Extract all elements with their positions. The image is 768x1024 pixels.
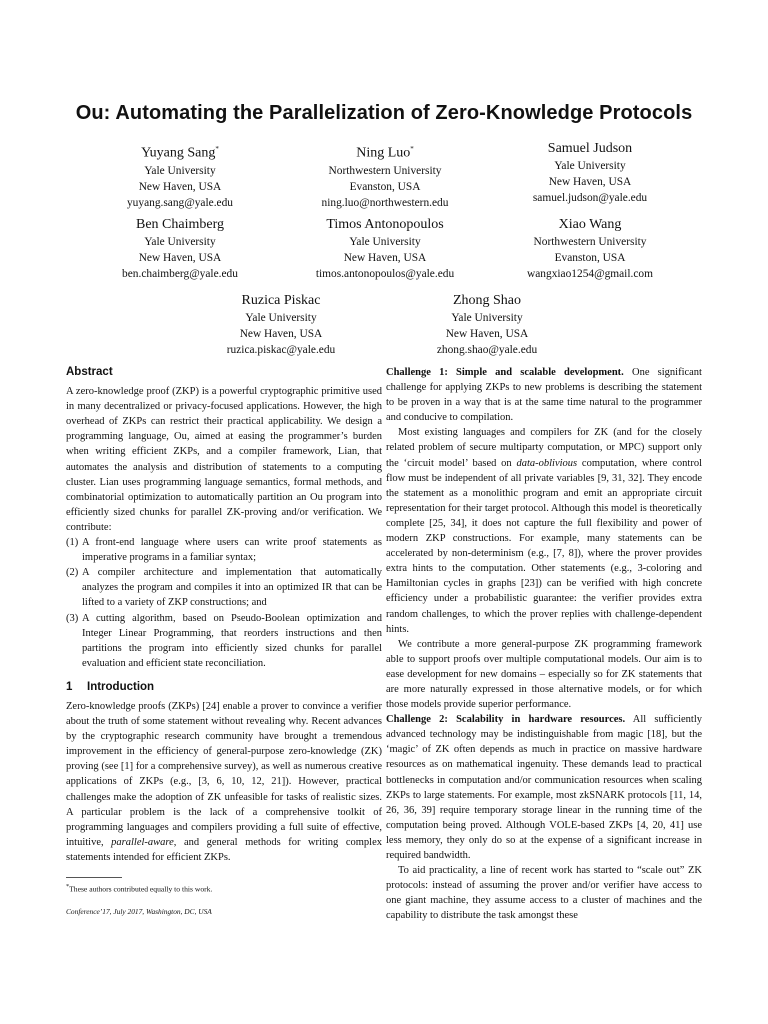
author-email: zhong.shao@yale.edu bbox=[436, 344, 538, 356]
author-email: samuel.judson@yale.edu bbox=[532, 192, 648, 204]
item-marker: (3) bbox=[66, 612, 79, 624]
equal-contribution-mark: * bbox=[215, 145, 219, 153]
abstract-heading: Abstract bbox=[66, 366, 113, 378]
paper-title: Ou: Automating the Parallelization of Zero-Knowledge Protocols bbox=[75, 102, 693, 124]
author-location: New Haven, USA bbox=[343, 252, 427, 264]
text-run: All sufficiently advanced technology may be indistinguishable from magic [18], but the ‘magic’ of ZK often depends as much in practice on massive hardware resources as on mathematical ingenuity. These demands lead to practical bottlenecks in computation and/or communication resources when scaling ZKPs to large statements. For example, most zkSNARK protocols [11, 14, 26, 36, 39] require temporary storage linear in the running time of the computation being proved. Although VOLE-based ZKPs [4, 20, 41] use less memory, they only do so at the expense of a significant increase in required bandwidth. bbox=[386, 714, 703, 861]
challenge1-paragraph bbox=[386, 365, 702, 425]
author-block bbox=[60, 140, 300, 211]
challenge2-paragraph-2: To aid practicality, a line of recent work has started to “scale out” ZK protocols: instead of assuming the prover and/or verifier have access to one giant machine, they assume access to a cluster of machines and the capability to distribute the task amongst these bbox=[386, 865, 702, 922]
author-email: ruzica.piskac@yale.edu bbox=[226, 344, 336, 356]
contribution-item bbox=[66, 611, 382, 671]
author-email: ben.chaimberg@yale.edu bbox=[122, 268, 238, 280]
text-run: , and general methods for writing complex statements intended for efficient ZKPs. bbox=[66, 836, 382, 863]
author-location: Evanston, USA bbox=[554, 252, 626, 264]
author-affiliation: Yale University bbox=[554, 160, 626, 172]
author-location: New Haven, USA bbox=[548, 176, 632, 188]
item-marker: (2) bbox=[66, 567, 79, 579]
author-block bbox=[470, 216, 710, 282]
author-block bbox=[161, 292, 401, 358]
author-affiliation: Yale University bbox=[451, 312, 523, 324]
emphasis-text: parallel-aware bbox=[111, 836, 174, 848]
footnote-rule bbox=[66, 877, 122, 878]
author-name: Timos Antonopoulos bbox=[326, 217, 444, 232]
text-run: One significant challenge for applying ZKPs to new problems is describing the statement to be proven in a way that is at the same time natural to the programmer and conducive to compilation. bbox=[386, 367, 702, 424]
intro-heading bbox=[66, 680, 382, 695]
author-affiliation: Yale University bbox=[349, 236, 421, 248]
author-affiliation: Yale University bbox=[245, 312, 317, 324]
author-email: wangxiao1254@gmail.com bbox=[527, 268, 653, 280]
item-marker: (1) bbox=[66, 537, 79, 549]
author-name: Samuel Judson bbox=[547, 141, 633, 156]
equal-contribution-mark: * bbox=[410, 145, 414, 153]
abstract-text: A zero-knowledge proof (ZKP) is a powerful cryptographic primitive used in many decentralized or privacy-focused applications. However, the high overhead of ZKPs can restrict their practical applicability. We design a programming language, Ou, aimed at easing the programmer’s burden when writing efficient ZKPs, and a compiler framework, Lian, that automates the analysis and distribution of statements to a computing cluster. Lian uses programming language semantics, formal methods, and combinatorial optimization to automatically partition an Ou program into efficiently sized chunks for parallel ZK-proving and/or verification. We contribute: bbox=[66, 386, 382, 533]
challenge2-paragraph bbox=[386, 712, 702, 863]
contribution-item bbox=[66, 565, 382, 610]
item-text: A cutting algorithm, based on Pseudo-Boolean optimization and Integer Linear Programming, that reorders instructions and then partitions the program into efficiently sized chunks for parallel evaluation and efficient state reconciliation. bbox=[82, 612, 382, 669]
author-email: timos.antonopoulos@yale.edu bbox=[315, 268, 455, 280]
text-run: Most existing languages and compilers for ZK (and for the closely related problem of secure multiparty computation, or MPC) support only the ‘circuit model’ based on bbox=[386, 427, 702, 469]
section-number: 1 bbox=[66, 680, 73, 693]
item-text: A compiler architecture and implementation that automatically analyzes the program and compiles it into an optimized IR that can be lifted to a variety of ZKP constructions; and bbox=[82, 567, 382, 609]
author-block bbox=[60, 216, 300, 282]
author-affiliation: Northwestern University bbox=[533, 236, 647, 248]
author-affiliation: Yale University bbox=[144, 164, 216, 177]
author-name: Yuyang Sang bbox=[141, 145, 216, 161]
footnote bbox=[66, 882, 382, 895]
item-text: A front-end language where users can write proof statements as imperative programs in a familiar syntax; bbox=[82, 537, 382, 564]
conference-info: Conference’17, July 2017, Washington, DC, USA bbox=[66, 906, 212, 916]
author-name: Ruzica Piskac bbox=[241, 293, 321, 308]
contribution-item bbox=[66, 535, 382, 565]
contribution-list bbox=[66, 535, 382, 671]
author-location: New Haven, USA bbox=[239, 328, 323, 340]
author-name: Zhong Shao bbox=[452, 293, 522, 308]
author-name: Ben Chaimberg bbox=[135, 217, 224, 232]
footnote-mark: * bbox=[66, 883, 70, 890]
text-run: computation, where control flow must be independent of all private variables [9, 31, 32]. They encode the statement as a monolithic program and emit an appropriate circuit representation for their target protocol. Although this model is theoretically complete [25, 34], it does not capture the full flexibility and power of modern ZKP constructions. For example, many statements can be accelerated by non-determinism (e.g., [7, 8]), where the prover provides extra hints to the computation. Other statements (e.g., 3-coloring and Hamiltonian cycles in graphs [23]) can be verified with high concrete efficiency under a probabilistic guarantee: the verifier provides extra random challenges, to which the prover replies with challenge-dependent hints. bbox=[386, 457, 702, 635]
right-column bbox=[386, 365, 702, 923]
emphasis-text: data-oblivious bbox=[516, 457, 578, 469]
left-column bbox=[66, 365, 382, 917]
author-location: New Haven, USA bbox=[138, 180, 222, 193]
author-affiliation: Northwestern University bbox=[328, 164, 442, 177]
author-block bbox=[265, 216, 505, 282]
author-location: New Haven, USA bbox=[445, 328, 529, 340]
intro-paragraph bbox=[66, 699, 382, 865]
runin-heading: Challenge 2: Scalability in hardware resources. bbox=[386, 714, 626, 726]
author-block bbox=[470, 140, 710, 206]
author-name: Ning Luo bbox=[356, 145, 411, 161]
challenge1-paragraph-3: We contribute a more general-purpose ZK programming framework able to support proofs over multiple computational models. Our aim is to ease development for new domains – especially so for ZK statements that are more naturally expressed in those alternative models, or for which those models provide superior performance. bbox=[386, 638, 702, 711]
author-email: yuyang.sang@yale.edu bbox=[126, 196, 233, 209]
author-location: Evanston, USA bbox=[349, 180, 421, 193]
author-email: ning.luo@northwestern.edu bbox=[321, 196, 449, 209]
author-block bbox=[367, 292, 607, 358]
section-title: Introduction bbox=[87, 680, 155, 693]
challenge1-paragraph-2 bbox=[386, 425, 702, 636]
author-name: Xiao Wang bbox=[558, 217, 622, 232]
author-block bbox=[265, 140, 505, 211]
runin-heading: Challenge 1: Simple and scalable development. bbox=[386, 367, 624, 378]
footnote-text: These authors contributed equally to this work. bbox=[69, 884, 213, 894]
author-location: New Haven, USA bbox=[138, 252, 222, 264]
text-run: Zero-knowledge proofs (ZKPs) [24] enable a prover to convince a verifier about the truth of some statement without revealing why. Recent advances by the cryptographic research community have brought a tremendous improvement in the efficiency of general-purpose zero-knowledge (ZK) proving (see [1] for a comprehensive survey), as well as numerous creative applications of ZKPs (e.g., [3, 6, 10, 12, 21]). However, practical challenges make the adoption of ZK unfeasible for tasks of realistic sizes. A particular problem is the lack of a comprehensive toolkit of programming languages and compilers providing a full suite of effective, intuitive, bbox=[66, 700, 382, 848]
author-affiliation: Yale University bbox=[144, 236, 216, 248]
